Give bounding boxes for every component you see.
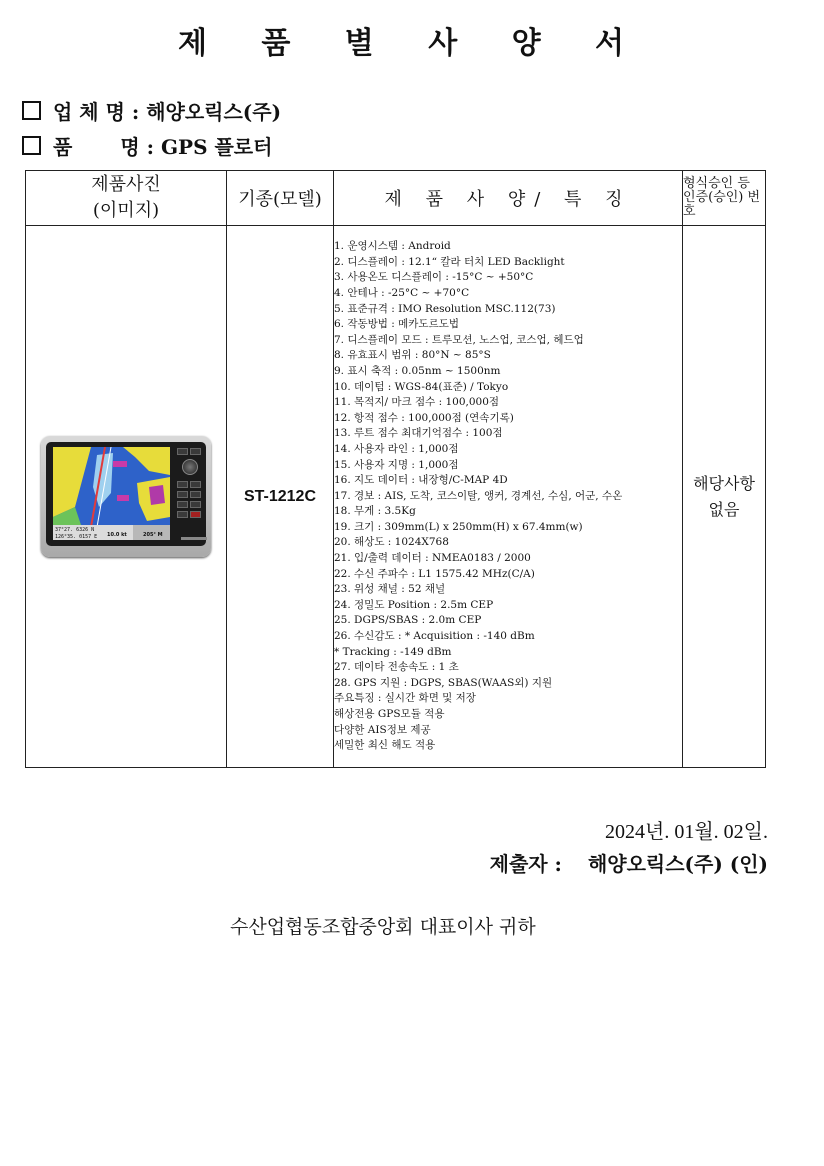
spec-item: 4. 안테나 : -25°C ~ +70°C <box>334 286 470 299</box>
spec-item: 13. 루트 점수 최대기억점수 : 100점 <box>334 427 503 440</box>
company-line <box>22 96 281 125</box>
screen-lon: 126°35. 0157 E <box>55 534 98 540</box>
checkbox-icon <box>22 136 41 155</box>
submission-date: 2024년. 01월. 02일. <box>605 821 768 843</box>
spec-item: 3. 사용온도 디스플레이 : -15°C ~ +50°C <box>334 271 534 284</box>
feature-item: 해상전용 GPS모듈 적용 <box>334 708 445 721</box>
feature-item: 세밀한 최신 해도 적용 <box>334 739 436 752</box>
header-row <box>26 171 766 226</box>
product-text: 명 : GPS 플로터 <box>120 135 273 159</box>
screen-lat: 37°27. 6326 N <box>55 527 95 533</box>
spec-item: 8. 유효표시 범위 : 80°N ~ 85°S <box>334 349 491 362</box>
spec-list <box>334 239 682 754</box>
spec-item: 11. 목적지/ 마크 점수 : 100,000점 <box>334 396 500 409</box>
gps-plotter-image <box>41 436 211 557</box>
spec-item: 20. 해상도 : 1024X768 <box>334 536 449 549</box>
spec-item: 28. GPS 지원 : DGPS, SBAS(WAAS외) 지원 <box>334 676 553 689</box>
spec-item: 5. 표준규격 : IMO Resolution MSC.112(73) <box>334 302 556 315</box>
header-image-line2: (이미지) <box>92 200 160 221</box>
spec-item: 6. 작동방법 : 메카도르도법 <box>334 318 459 331</box>
spec-item: 10. 데이텀 : WGS-84(표준) / Tokyo <box>334 380 509 393</box>
spec-item: 1. 운영시스템 : Android <box>334 240 451 253</box>
spec-item: 9. 표시 축적 : 0.05nm ~ 1500nm <box>334 364 501 377</box>
cert-line1: 해당사항 <box>693 473 755 493</box>
submitter-name: 해양오릭스(주) (인) <box>587 852 768 876</box>
checkbox-icon <box>22 101 41 120</box>
cert-line2: 없음 <box>708 499 740 519</box>
spec-item: 18. 무게 : 3.5Kg <box>334 505 416 518</box>
document-title: 제 품 별 사 양 서 <box>177 26 647 61</box>
features-label: 주요특징 : 실시간 화면 및 저장 <box>334 692 476 705</box>
spec-item: 15. 사용자 지명 : 1,000점 <box>334 458 459 471</box>
spec-item: 21. 입/출력 데이터 : NMEA0183 / 2000 <box>334 552 531 565</box>
header-cert: 형식승인 등 인증(승인) 번호 <box>683 171 766 226</box>
body-row <box>26 226 766 768</box>
header-image <box>26 171 227 226</box>
model-cell: ST-1212C <box>227 226 334 768</box>
rotary-knob-icon <box>182 459 198 475</box>
screen-speed: 10.0 kt <box>107 532 127 538</box>
spec-item: 16. 지도 데이터 : 내장형/C-MAP 4D <box>334 474 508 487</box>
spec-item: 7. 디스플레이 모드 : 트루모션, 노스업, 코스업, 헤드업 <box>334 333 584 346</box>
spec-item: 19. 크기 : 309mm(L) x 250mm(H) x 67.4mm(w) <box>334 520 583 533</box>
product-label: 품 <box>53 135 73 159</box>
spec-item: 12. 항적 점수 : 100,000점 (연속기록) <box>334 411 514 424</box>
submitter-line <box>490 848 768 877</box>
header-model: 기종(모델) <box>227 171 334 226</box>
product-line <box>22 131 272 160</box>
device-keypad <box>176 447 202 540</box>
spec-item-tracking: * Tracking : -149 dBm <box>334 645 452 658</box>
spec-item: 17. 경보 : AIS, 도착, 코스이탈, 앵커, 경계선, 수심, 어군, 수온 <box>334 489 623 502</box>
spec-item: 2. 디스플레이 : 12.1“ 칼라 터치 LED Backlight <box>334 255 565 268</box>
screen-heading: 205° M <box>143 532 163 538</box>
submitter-label: 제출자 : <box>489 852 562 876</box>
recipient-line: 수산업협동조합중앙회 대표이사 귀하 <box>230 916 536 938</box>
spec-table <box>25 170 766 768</box>
cert-cell <box>683 226 766 768</box>
company-text: 업 체 명 : 해양오릭스(주) <box>53 100 282 124</box>
product-image-cell <box>26 226 227 768</box>
header-image-line1: 제품사진 <box>91 174 161 195</box>
spec-item: 26. 수신감도 : * Acquisition : -140 dBm <box>334 630 535 643</box>
spec-item: 27. 데이타 전송속도 : 1 초 <box>334 661 459 674</box>
spec-item: 24. 정밀도 Position : 2.5m CEP <box>334 598 494 611</box>
spec-item: 25. DGPS/SBAS : 2.0m CEP <box>334 614 482 627</box>
spec-item: 22. 수신 주파수 : L1 1575.42 MHz(C/A) <box>334 567 535 580</box>
spec-item: 14. 사용자 라인 : 1,000점 <box>334 442 459 455</box>
feature-item: 다양한 AIS정보 제공 <box>334 723 431 736</box>
spec-item: 23. 위성 채널 : 52 채널 <box>334 583 446 596</box>
chart-screen <box>53 447 170 540</box>
header-spec: 제 품 사 양/ 특 징 <box>334 171 683 226</box>
spec-cell <box>334 226 683 768</box>
